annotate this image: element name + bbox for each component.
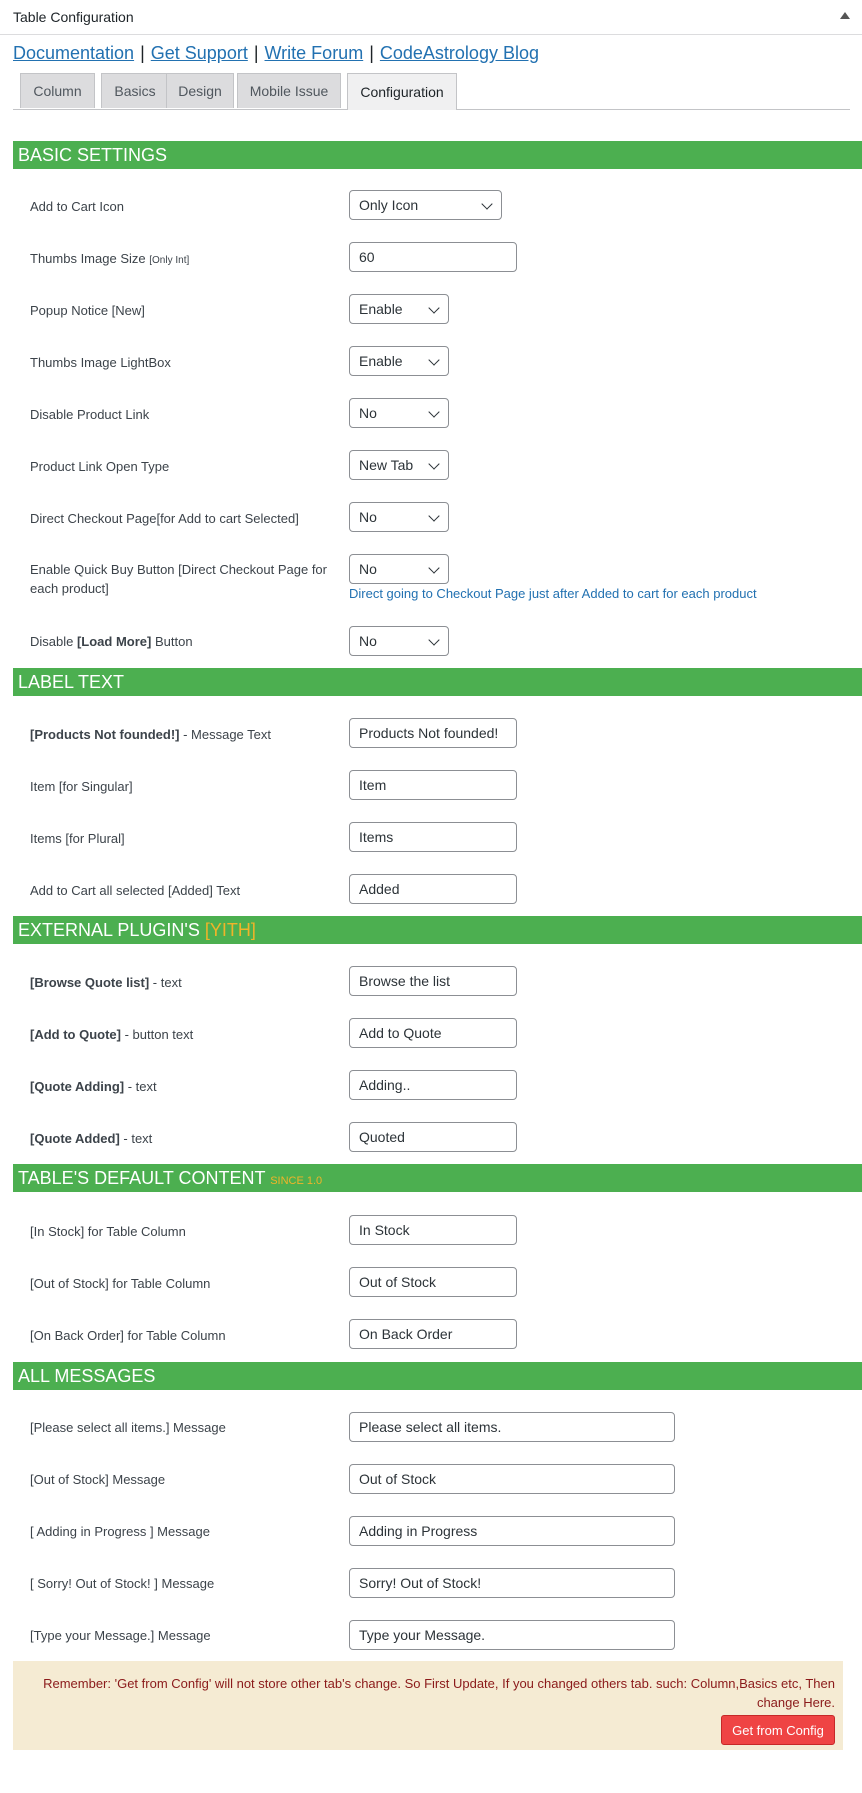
- type-msg-input[interactable]: Type your Message.: [349, 1620, 675, 1650]
- tab-column[interactable]: Column: [20, 73, 95, 108]
- add-to-cart-icon-label: Add to Cart Icon: [30, 199, 124, 214]
- load-more-select[interactable]: [349, 626, 449, 656]
- panel-header[interactable]: [0, 0, 862, 35]
- codeastrology-blog-link[interactable]: CodeAstrology Blog: [379, 43, 539, 63]
- chevron-down-icon: [428, 354, 439, 365]
- select-value: Only Icon: [359, 197, 419, 213]
- section-title: EXTERNAL PLUGIN'S: [18, 920, 200, 940]
- product-link-open-select[interactable]: [349, 450, 449, 480]
- config-notice: [13, 1661, 843, 1750]
- thumbs-lightbox-select[interactable]: [349, 346, 449, 376]
- section-external-plugins: [13, 916, 862, 944]
- label-bold: [Load More]: [76, 634, 152, 649]
- label-text: Disable: [30, 634, 77, 649]
- tab-basics[interactable]: Basics: [101, 73, 169, 108]
- get-support-link[interactable]: Get Support: [150, 43, 248, 63]
- label-text: - Message Text: [179, 727, 272, 742]
- documentation-link[interactable]: Documentation: [13, 43, 135, 63]
- popup-notice-label: Popup Notice [New]: [30, 303, 145, 318]
- notice-text: Remember: 'Get from Config' will not store other tab's change. So First Update, If you changed others tab. such: Column,Basics etc, Then change Here.: [43, 1676, 835, 1710]
- out-stock-msg-input[interactable]: Out of Stock: [349, 1464, 675, 1494]
- chevron-down-icon: [428, 302, 439, 313]
- panel-title: Table Configuration: [13, 9, 134, 25]
- add-quote-label: [30, 1025, 330, 1044]
- product-link-open-label: Product Link Open Type: [30, 459, 170, 474]
- chevron-down-icon: [428, 510, 439, 521]
- popup-notice-select[interactable]: [349, 294, 449, 324]
- chevron-down-icon: [428, 562, 439, 573]
- item-singular-label: Item [for Singular]: [30, 779, 133, 794]
- chevron-down-icon: [481, 198, 492, 209]
- tab-bar: [13, 73, 850, 110]
- disable-product-link-select[interactable]: [349, 398, 449, 428]
- chevron-down-icon: [428, 634, 439, 645]
- label-bold: [Quote Adding]: [30, 1079, 125, 1094]
- sorry-msg-label: [ Sorry! Out of Stock! ] Message: [30, 1576, 215, 1591]
- write-forum-link[interactable]: Write Forum: [264, 43, 364, 63]
- label-bold: [Add to Quote]: [30, 1027, 121, 1042]
- label-text: - button text: [120, 1027, 194, 1042]
- browse-quote-input[interactable]: Browse the list: [349, 966, 517, 996]
- select-value: No: [359, 561, 377, 577]
- load-more-label: [30, 632, 330, 651]
- tab-configuration[interactable]: Configuration: [347, 73, 457, 110]
- label-hint: [Only Int]: [149, 255, 190, 266]
- label-text: - text: [124, 1079, 157, 1094]
- help-links: Documentation | Get Support | Write Forum | CodeAstrology Blog: [13, 43, 539, 63]
- disable-product-link-label: Disable Product Link: [30, 407, 150, 422]
- section-title: TABLE'S DEFAULT CONTENT: [18, 1168, 266, 1188]
- back-order-input[interactable]: On Back Order: [349, 1319, 517, 1349]
- select-all-msg-input[interactable]: Please select all items.: [349, 1412, 675, 1442]
- quote-added-label: [30, 1129, 330, 1148]
- select-value: No: [359, 509, 377, 525]
- thumbs-size-input[interactable]: 60: [349, 242, 517, 272]
- section-accent: [YITH]: [204, 920, 256, 940]
- items-plural-input[interactable]: Items: [349, 822, 517, 852]
- added-text-input[interactable]: Added: [349, 874, 517, 904]
- section-default-content: [13, 1164, 862, 1192]
- collapse-arrow-icon[interactable]: [840, 12, 850, 19]
- quick-buy-help: Direct going to Checkout Page just after Added to cart for each product: [349, 586, 757, 601]
- quote-added-input[interactable]: Quoted: [349, 1122, 517, 1152]
- add-to-cart-icon-select[interactable]: [349, 190, 502, 220]
- select-value: Enable: [359, 301, 403, 317]
- items-plural-label: Items [for Plural]: [30, 831, 125, 846]
- out-stock-msg-label: [Out of Stock] Message: [30, 1472, 166, 1487]
- sorry-msg-input[interactable]: Sorry! Out of Stock!: [349, 1568, 675, 1598]
- select-value: No: [359, 405, 377, 421]
- browse-quote-label: [30, 973, 330, 992]
- section-title: ALL MESSAGES: [18, 1366, 156, 1386]
- back-order-label: [On Back Order] for Table Column: [30, 1328, 226, 1343]
- section-title: LABEL TEXT: [18, 672, 125, 692]
- select-all-msg-label: [Please select all items.] Message: [30, 1420, 226, 1435]
- direct-checkout-select[interactable]: [349, 502, 449, 532]
- chevron-down-icon: [428, 458, 439, 469]
- chevron-down-icon: [428, 406, 439, 417]
- in-stock-input[interactable]: In Stock: [349, 1215, 517, 1245]
- direct-checkout-label: Direct Checkout Page[for Add to cart Selected]: [30, 511, 299, 526]
- item-singular-input[interactable]: Item: [349, 770, 517, 800]
- get-from-config-button[interactable]: Get from Config: [721, 1715, 835, 1745]
- quote-adding-label: [30, 1077, 330, 1096]
- label-bold: [Quote Added]: [30, 1131, 120, 1146]
- not-found-label: [30, 725, 330, 744]
- not-found-input[interactable]: Products Not founded!: [349, 718, 517, 748]
- tab-design[interactable]: Design: [166, 73, 234, 108]
- quote-adding-input[interactable]: Adding..: [349, 1070, 517, 1100]
- section-basic-settings: [13, 141, 862, 169]
- quick-buy-label: Enable Quick Buy Button [Direct Checkout Page for each product]: [30, 562, 327, 596]
- quick-buy-select[interactable]: [349, 554, 449, 584]
- label-text: - text: [119, 1131, 153, 1146]
- select-value: Enable: [359, 353, 403, 369]
- type-msg-label: [Type your Message.] Message: [30, 1628, 211, 1643]
- in-stock-label: [In Stock] for Table Column: [30, 1224, 186, 1239]
- label-bold: [Products Not founded!]: [30, 727, 180, 742]
- select-value: No: [359, 633, 377, 649]
- tab-mobile-issue[interactable]: Mobile Issue: [237, 73, 341, 108]
- section-all-messages: [13, 1362, 862, 1390]
- label-bold: [Browse Quote list]: [30, 975, 150, 990]
- label-text: - text: [149, 975, 182, 990]
- section-title: BASIC SETTINGS: [18, 145, 168, 165]
- label-text: Thumbs Image Size: [30, 251, 146, 266]
- add-quote-input[interactable]: Add to Quote: [349, 1018, 517, 1048]
- section-since: SINCE 1.0: [270, 1175, 323, 1187]
- added-text-label: Add to Cart all selected [Added] Text: [30, 883, 241, 898]
- thumbs-size-label: [30, 249, 330, 270]
- section-label-text: [13, 668, 862, 696]
- select-value: New Tab: [359, 457, 414, 473]
- label-text: Button: [151, 634, 193, 649]
- out-of-stock-input[interactable]: Out of Stock: [349, 1267, 517, 1297]
- out-of-stock-label: [Out of Stock] for Table Column: [30, 1276, 211, 1291]
- adding-msg-label: [ Adding in Progress ] Message: [30, 1524, 210, 1539]
- thumbs-lightbox-label: Thumbs Image LightBox: [30, 355, 171, 370]
- adding-msg-input[interactable]: Adding in Progress: [349, 1516, 675, 1546]
